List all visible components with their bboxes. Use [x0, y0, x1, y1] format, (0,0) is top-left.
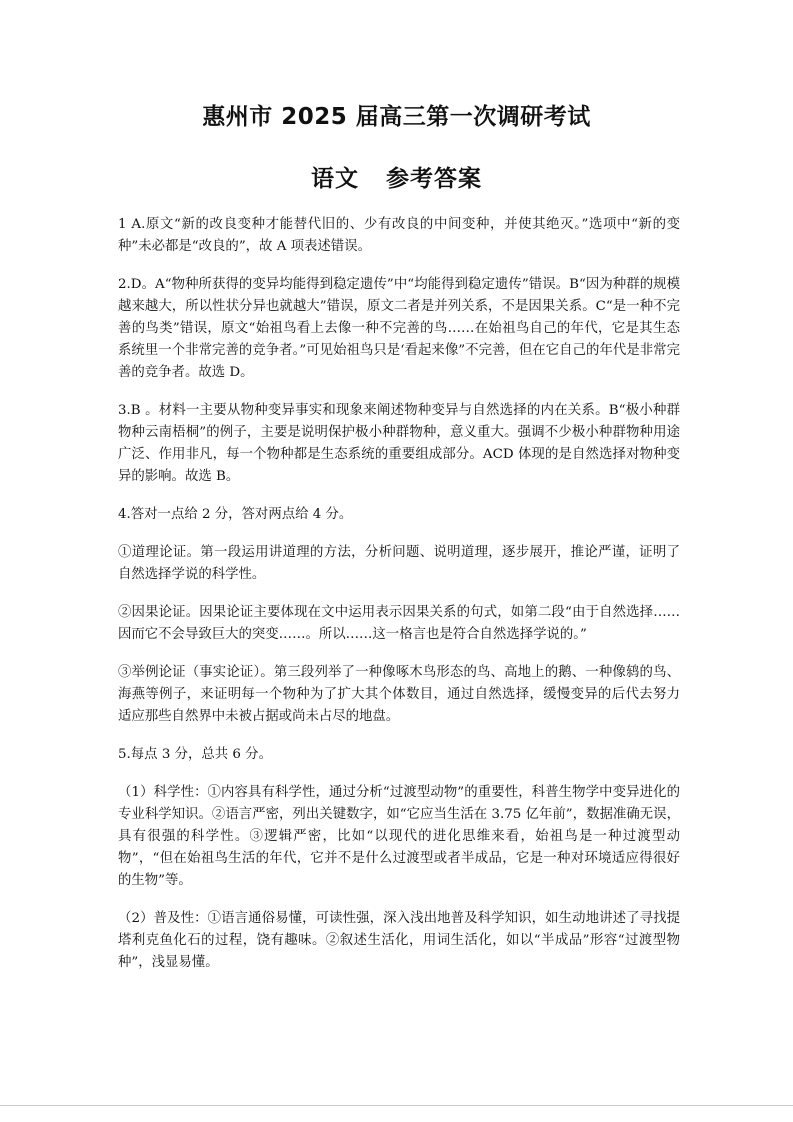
answer-5-point-1: （1）科学性：①内容具有科学性，通过分析“过渡型动物”的重要性，科普生物学中变异进化的专业科学知识。②语言严密，列出关键数字，如“它应当生活在 3.75 亿年前”，数据准确无误，具有很强的科学性。③逻辑严密，比如“以现代的进化思维来看，始祖鸟是一种过渡型动物”，“但在始祖鸟生活的年代，它并不是什么过渡型或者半成品，它是一种对环境适应得很好的生物”等。	[118, 785, 680, 888]
answer-5-point-2: （2）普及性：①语言通俗易懂，可读性强，深入浅出地普及科学知识，如生动地讲述了寻找提塔利克鱼化石的过程，饶有趣味。②叙述生活化，用词生活化，如以“半成品”形容“过渡型物种”，浅显易懂。	[118, 911, 680, 970]
document-subtitle: 语文 参考答案	[310, 166, 482, 192]
answer-4-point-2: ②因果论证。因果论证主要体现在文中运用表示因果关系的句式，如第二段“由于自然选择……因而它不会导致巨大的突变……。所以……这一格言也是符合自然选择学说的。”	[118, 605, 680, 642]
answer-4-point-1: ①道理论证。第一段运用讲道理的方法，分析问题、说明道理，逐步展开，推论严谨，证明了自然选择学说的科学性。	[118, 545, 680, 582]
answer-body	[118, 214, 680, 990]
answer-2: 2.D。A“物种所获得的变异均能得到稳定遗传”中“均能得到稳定遗传”错误。B“因为种群的规模越来越大，所以性状分异也就越大”错误，原文二者是并列关系，不是因果关系。C“是一种不完善的鸟类”错误，原文“始祖鸟看上去像一种不完善的鸟……在始祖鸟自己的年代，它是其生态系统里一个非常完善的竞争者。”可见始祖鸟只是‘看起来像”不完善，但在它自己的年代是非常完善的竞争者。故选 D。	[118, 277, 680, 380]
answer-3: 3.B 。材料一主要从物种变异事实和现象来阐述物种变异与自然选择的内在关系。B“极小种群物种云南梧桐”的例子，主要是说明保护极小种群物种，意义重大。强调不少极小种群物种用途广泛、作用非凡，每一个物种都是生态系统的重要组成部分。ACD 体现的是自然选择对物种变异的影响。故选 B。	[118, 403, 680, 484]
answer-1: 1 A.原文“新的改良变种才能替代旧的、少有改良的中间变种，并使其绝灭。”选项中“新的变种”未必都是“改良的”，故 A 项表述错误。	[118, 217, 680, 254]
answer-4-scoring: 4.答对一点给 2 分，答对两点给 4 分。	[118, 507, 353, 522]
page-bottom-divider	[0, 1105, 793, 1106]
answer-5-scoring: 5.每点 3 分，总共 6 分。	[118, 747, 272, 762]
document-title: 惠州市 2025 届高三第一次调研考试	[202, 104, 591, 130]
answer-4-point-3: ③举例论证（事实论证）。第三段列举了一种像啄木鸟形态的鸟、高地上的鹅、一种像鸫的鸟、海燕等例子，来证明每一个物种为了扩大其个体数目，通过自然选择，缓慢变异的后代去努力适应那些自然界中未被占据或尚未占尽的地盘。	[118, 665, 680, 724]
